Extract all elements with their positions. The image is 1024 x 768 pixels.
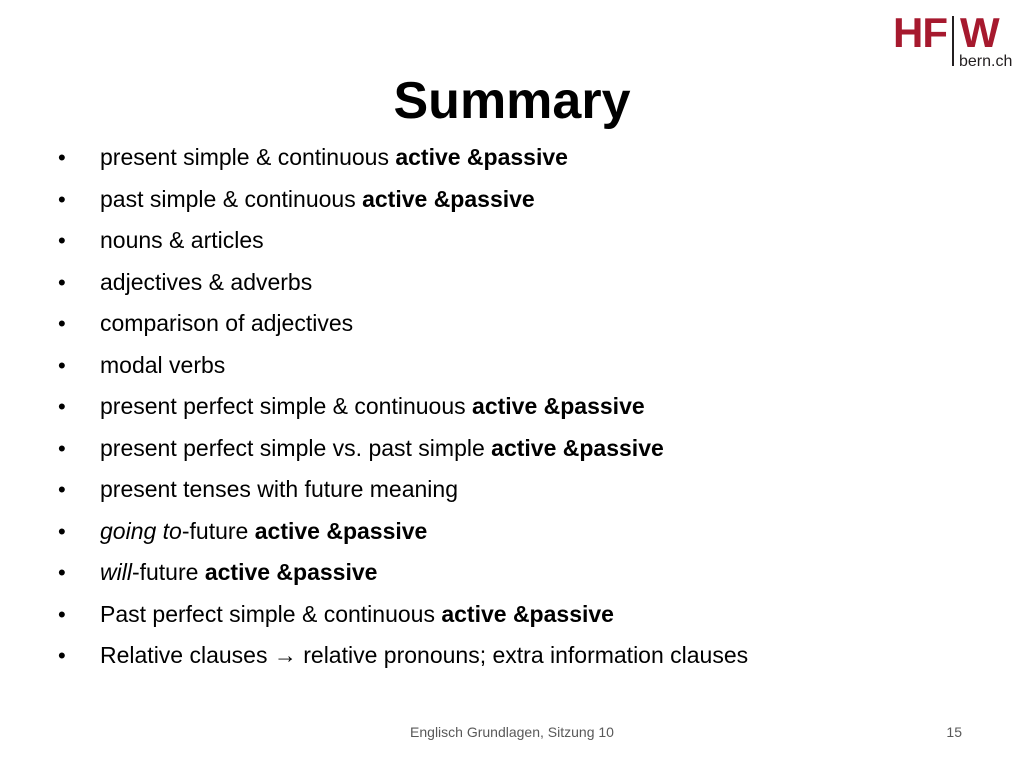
logo-subtitle: bern.ch <box>959 53 1013 70</box>
list-item <box>58 137 988 179</box>
bullet-icon: • <box>58 560 66 585</box>
arrow-right-icon: → <box>273 642 297 668</box>
bullet-icon: • <box>58 186 66 212</box>
list-item <box>58 179 988 221</box>
item-italic: going to <box>100 517 182 544</box>
item-text: -future <box>181 517 255 544</box>
list-item <box>58 635 988 677</box>
summary-list <box>58 137 988 677</box>
list-item <box>58 428 988 470</box>
item-text: present perfect simple vs. past simple <box>100 434 492 461</box>
list-item <box>58 386 988 428</box>
item-text: Relative clauses <box>100 642 274 668</box>
item-italic: will <box>100 559 132 585</box>
bullet-icon: • <box>58 518 66 544</box>
list-item <box>58 594 988 636</box>
bullet-icon: • <box>58 311 66 336</box>
list-item <box>58 552 988 594</box>
bullet-icon: • <box>58 435 66 461</box>
item-text: Past perfect simple & continuous <box>100 600 442 627</box>
item-text: comparison of adjectives <box>100 310 354 336</box>
item-text: -future <box>131 559 205 585</box>
logo-mark-right: W <box>960 9 999 56</box>
logo-mark-left: HF <box>893 9 947 56</box>
item-text: modal verbs <box>100 351 226 378</box>
item-text: past simple & continuous <box>100 185 363 212</box>
list-item <box>58 220 988 262</box>
slide-title: Summary <box>393 72 631 130</box>
item-text: present perfect simple & continuous <box>100 393 473 419</box>
bullet-icon: • <box>58 228 66 253</box>
logo-divider <box>952 16 954 66</box>
item-emphasis: active &passive <box>441 600 614 627</box>
item-emphasis: active &passive <box>254 517 428 544</box>
bullet-icon: • <box>58 352 66 378</box>
item-emphasis: active &passive <box>472 393 645 419</box>
bullet-icon: • <box>58 269 66 295</box>
page-number: 15 <box>946 724 962 740</box>
item-text: present simple & continuous <box>100 144 396 170</box>
list-item <box>58 469 988 511</box>
hfw-logo <box>893 9 1017 70</box>
item-text: present tenses with future meaning <box>100 476 458 502</box>
bullet-icon: • <box>58 145 66 170</box>
bullet-icon: • <box>58 643 66 668</box>
list-item <box>58 303 988 345</box>
list-item <box>58 345 988 387</box>
bullet-icon: • <box>58 477 66 502</box>
item-text: nouns & articles <box>100 227 264 253</box>
item-text-after: relative pronouns; extra information clauses <box>296 642 749 668</box>
bullet-icon: • <box>58 601 66 627</box>
slide-footer: Englisch Grundlagen, Sitzung 10 <box>410 724 614 740</box>
item-emphasis: active &passive <box>395 144 568 170</box>
item-emphasis: active &passive <box>204 559 378 585</box>
item-emphasis: active &passive <box>491 434 664 461</box>
list-item <box>58 511 988 553</box>
bullet-icon: • <box>58 394 66 419</box>
item-text: adjectives & adverbs <box>100 268 313 295</box>
item-emphasis: active &passive <box>362 185 535 212</box>
list-item <box>58 262 988 304</box>
